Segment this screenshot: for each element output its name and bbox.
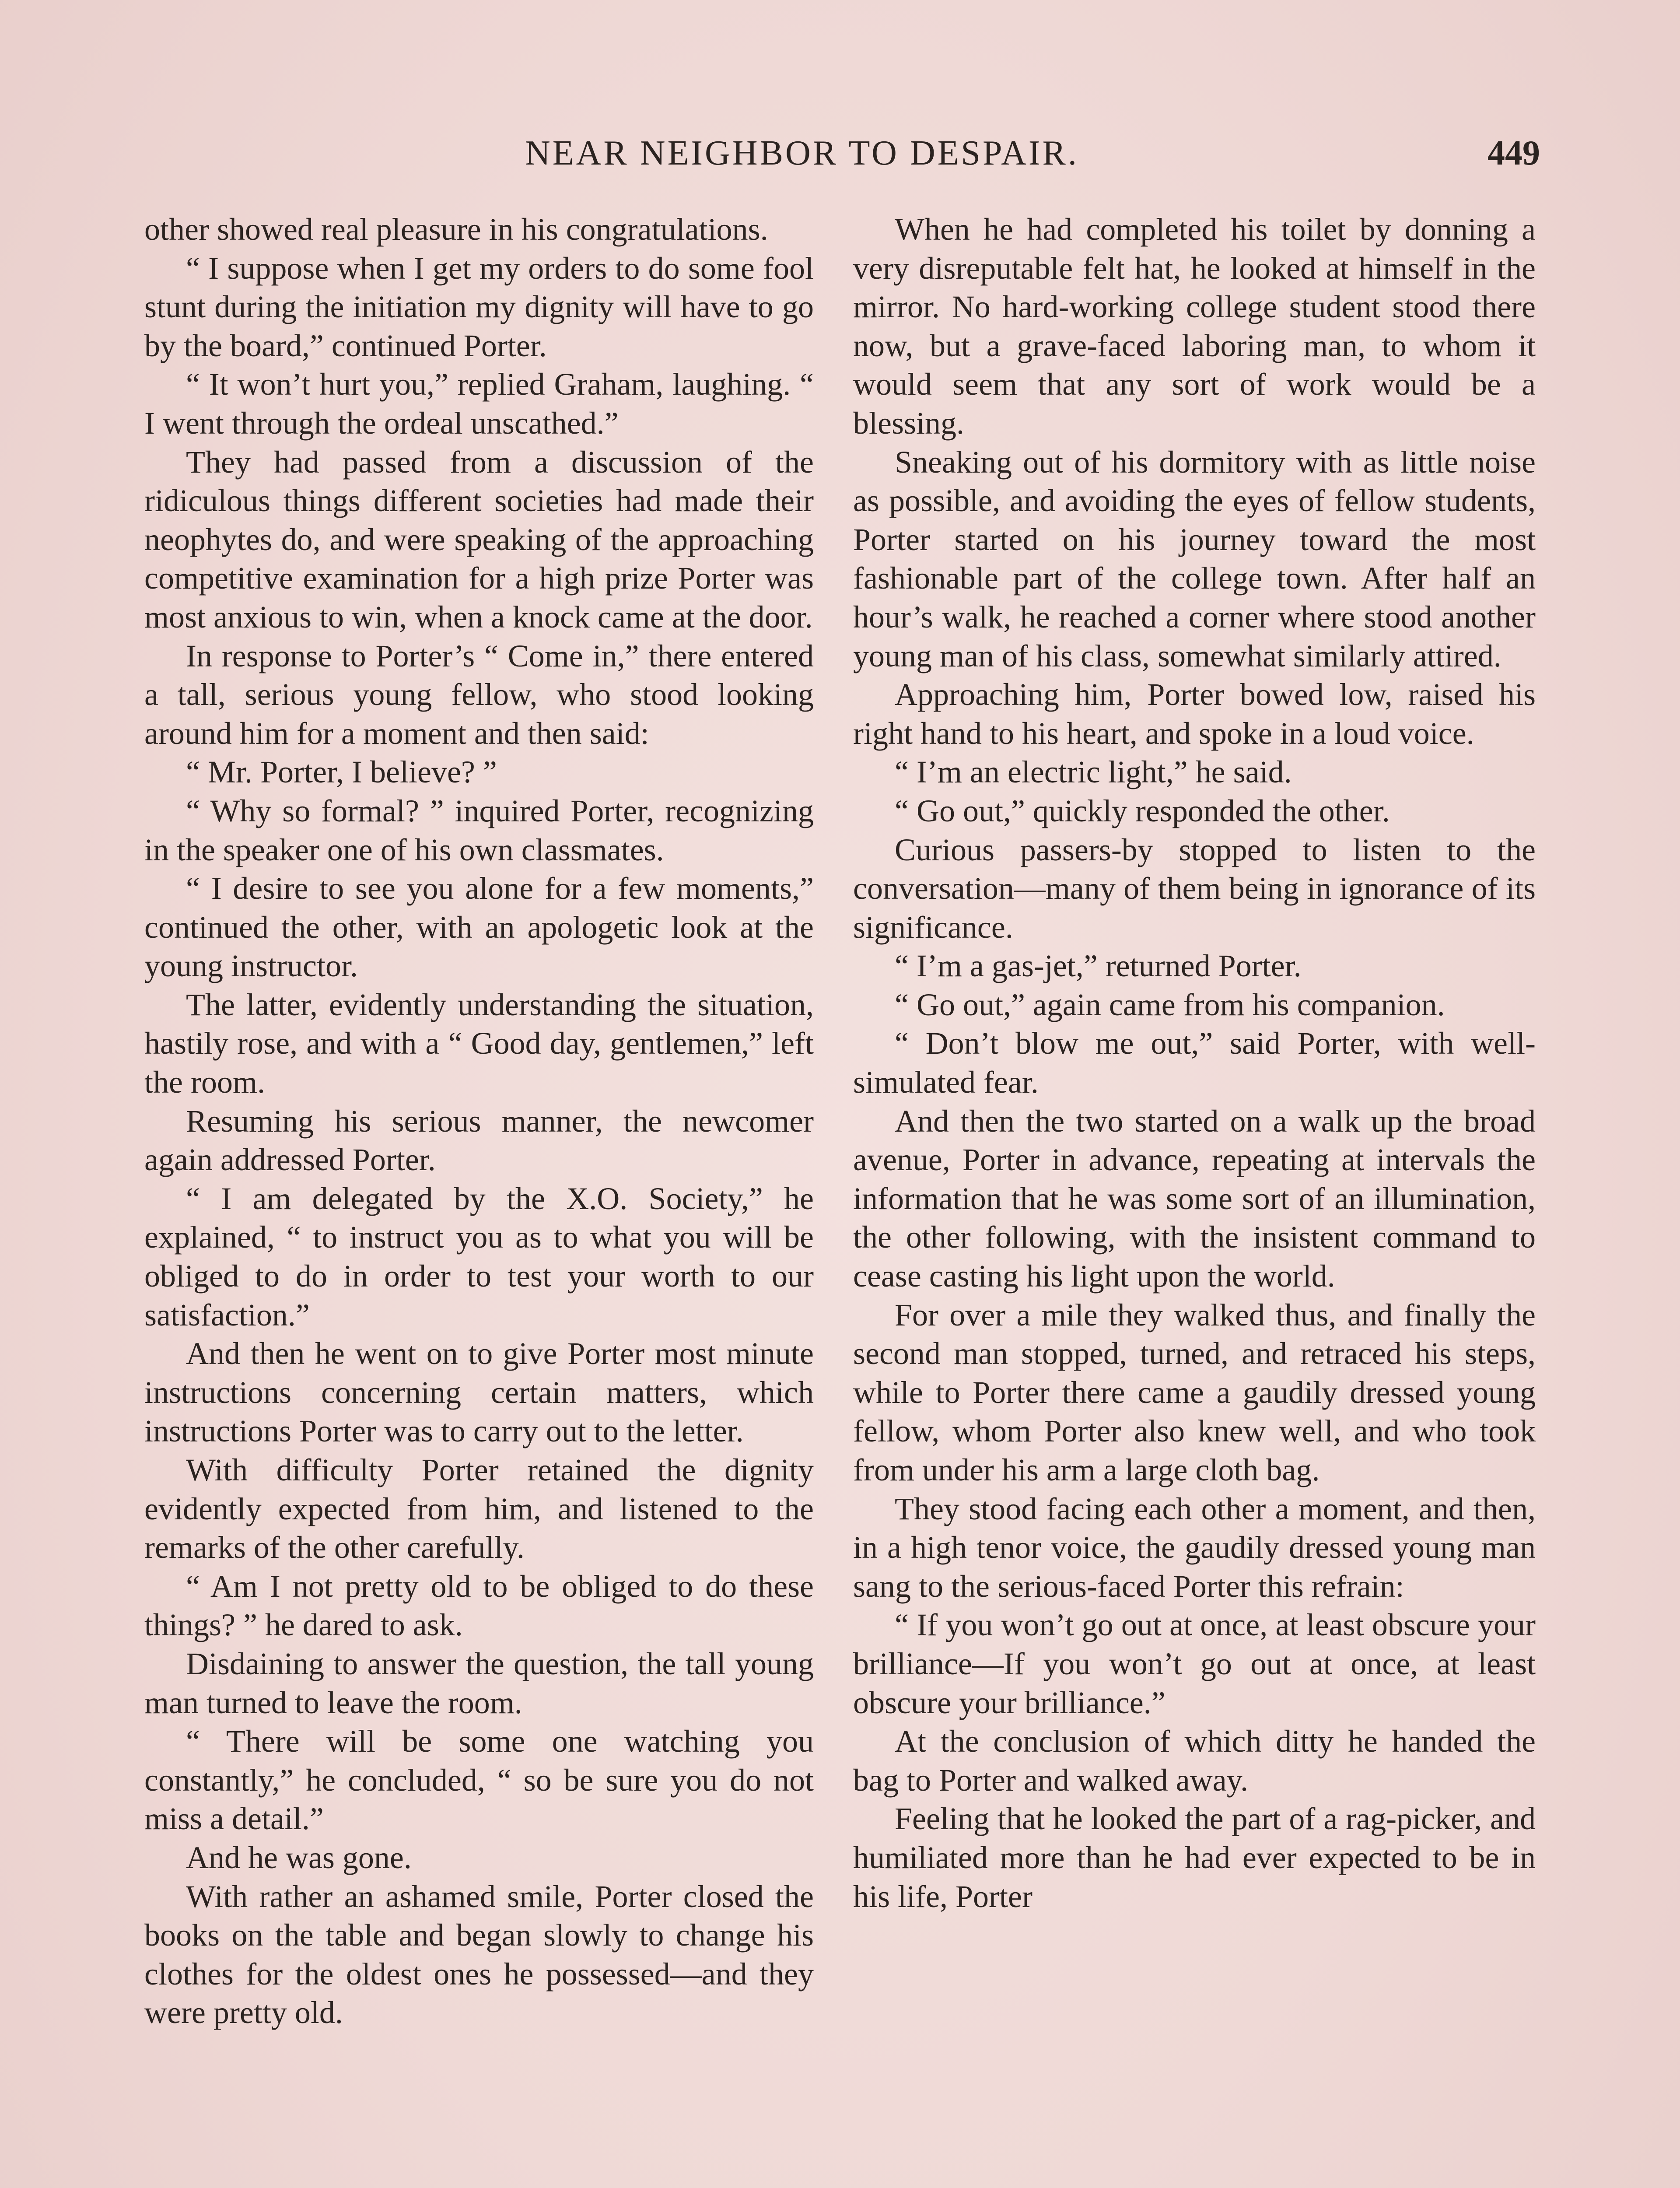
paragraph: And he was gone.: [186, 1840, 412, 1875]
paragraph: And then he went on to give Porter most minute instructions concerning certain matters, which instructions Porter was to carry out to the letter.: [144, 1336, 814, 1449]
paragraph: “ Mr. Porter, I believe? ”: [186, 754, 497, 790]
right-column: [853, 210, 1536, 1916]
paragraph: At the conclusion of which ditty he handed the bag to Porter and walked away.: [853, 1724, 1536, 1798]
paragraph: “ I’m an electric light,” he said.: [895, 754, 1292, 790]
running-header: [525, 127, 1540, 179]
paragraph: Sneaking out of his dormitory with as little noise as possible, and avoiding the eyes of fellow students, Porter started on his journey toward the most fashionable part of the college town. After half an hour’s walk, he reached a corner where stood another young man of his class, somewhat similarly attired.: [853, 444, 1536, 673]
paragraph: “ I desire to see you alone for a few moments,” continued the other, with an apologetic look at the young instructor.: [144, 871, 814, 984]
running-title: NEAR NEIGHBOR TO DESPAIR.: [525, 134, 1079, 172]
paragraph: In response to Porter’s “ Come in,” there entered a tall, serious young fellow, who stood looking around him for a moment and then said:: [144, 638, 814, 751]
paragraph: “ Why so formal? ” inquired Porter, recognizing in the speaker one of his own classmates.: [144, 793, 814, 867]
paragraph: “ It won’t hurt you,” replied Graham, laughing. “ I went through the ordeal unscathed.”: [144, 367, 814, 441]
paragraph: Resuming his serious manner, the newcomer again addressed Porter.: [144, 1103, 814, 1178]
paragraph: With rather an ashamed smile, Porter closed the books on the table and began slowly to change his clothes for the oldest ones he possessed—and they were pretty old.: [144, 1879, 814, 2030]
paragraph: “ There will be some one watching you constantly,” he concluded, “ so be sure you do not miss a detail.”: [144, 1724, 814, 1837]
page-number: 449: [1488, 134, 1540, 172]
paragraph: “ I suppose when I get my orders to do some fool stunt during the initiation my dignity will have to go by the board,” continued Porter.: [144, 250, 814, 363]
paragraph: “ I’m a gas-jet,” returned Porter.: [895, 948, 1302, 984]
paragraph: They stood facing each other a moment, and then, in a high tenor voice, the gaudily dressed young man sang to the serious-faced Porter this refrain:: [853, 1491, 1536, 1604]
paragraph: other showed real pleasure in his congratulations.: [144, 212, 768, 247]
paragraph: They had passed from a discussion of the ridiculous things different societies had made their neophytes do, and were speaking of the approaching competitive examination for a high prize Porter was most anxious to win, when a knock came at the door.: [144, 444, 814, 635]
paragraph: Feeling that he looked the part of a rag-picker, and humiliated more than he had ever expected to be in his life, Porter: [853, 1801, 1536, 1914]
paragraph: With difficulty Porter retained the dignity evidently expected from him, and listened to the remarks of the other carefully.: [144, 1452, 814, 1565]
left-column: [144, 210, 814, 2032]
paragraph: “ Don’t blow me out,” said Porter, with well-simulated fear.: [853, 1026, 1536, 1100]
paragraph: Approaching him, Porter bowed low, raised his right hand to his heart, and spoke in a loud voice.: [853, 677, 1536, 751]
paragraph: When he had completed his toilet by donning a very disreputable felt hat, he looked at himself in the mirror. No hard-working college student stood there now, but a grave-faced laboring man, to whom it would seem that any sort of work would be a blessing.: [853, 212, 1536, 441]
paragraph: “ Go out,” quickly responded the other.: [895, 793, 1390, 828]
paragraph: The latter, evidently understanding the situation, hastily rose, and with a “ Good day, gentlemen,” left the room.: [144, 987, 814, 1100]
paragraph: “ Am I not pretty old to be obliged to do these things? ” he dared to ask.: [144, 1568, 814, 1643]
paragraph: Disdaining to answer the question, the tall young man turned to leave the room.: [144, 1646, 814, 1720]
paragraph: And then the two started on a walk up the broad avenue, Porter in advance, repeating at intervals the information that he was some sort of an illumination, the other following, with the insistent command to cease casting his light upon the world.: [853, 1103, 1536, 1294]
paragraph: For over a mile they walked thus, and finally the second man stopped, turned, and retraced his steps, while to Porter there came a gaudily dressed young fellow, whom Porter also knew well, and who took from under his arm a large cloth bag.: [853, 1297, 1536, 1487]
paragraph: “ I am delegated by the X.O. Society,” he explained, “ to instruct you as to what you will be obliged to do in order to test your worth to our satisfaction.”: [144, 1181, 814, 1332]
paragraph: “ If you won’t go out at once, at least obscure your brilliance—If you won’t go out at once, at least obscure your brilliance.”: [853, 1607, 1536, 1720]
paragraph: “ Go out,” again came from his companion.: [895, 987, 1445, 1022]
paragraph: Curious passers-by stopped to listen to the conversation—many of them being in ignorance of its significance.: [853, 832, 1536, 945]
